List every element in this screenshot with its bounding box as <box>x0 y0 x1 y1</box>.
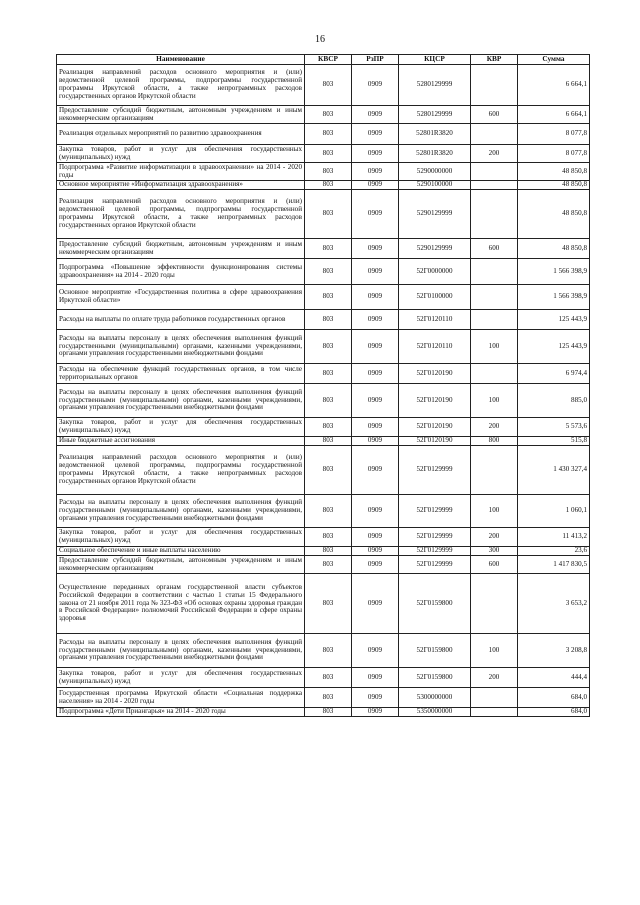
cell-name: Государственная программа Иркутской области «Социальная поддержка населения» на 2014 - 2020 годы <box>57 688 305 708</box>
cell-sum: 6 974,4 <box>518 364 590 384</box>
cell-sum: 6 664,1 <box>518 65 590 106</box>
cell-rzpr: 0909 <box>352 574 399 634</box>
table-row <box>57 446 590 495</box>
cell-kvsr: 803 <box>305 668 352 688</box>
cell-kvr <box>471 310 518 330</box>
header-kcsr: КЦСР <box>399 55 471 65</box>
cell-rzpr: 0909 <box>352 495 399 528</box>
header-name: Наименование <box>57 55 305 65</box>
cell-kvr: 800 <box>471 437 518 446</box>
cell-kcsr: 5280129999 <box>399 65 471 106</box>
cell-kvsr: 803 <box>305 384 352 418</box>
table-row <box>57 547 590 556</box>
header-sum: Сумма <box>518 55 590 65</box>
cell-kcsr: 52Г0129999 <box>399 556 471 574</box>
cell-name: Расходы на выплаты персоналу в целях обеспечения выполнения функций государственными (муниципальными) органами, казенными учреждениями, органами управления государственными внебюджетными фондами <box>57 330 305 364</box>
cell-rzpr: 0909 <box>352 239 399 259</box>
cell-kcsr: 5290100000 <box>399 181 471 190</box>
cell-name: Закупка товаров, работ и услуг для обеспечения государственных (муниципальных) нужд <box>57 668 305 688</box>
cell-sum: 48 850,8 <box>518 239 590 259</box>
cell-name: Расходы на обеспечение функций государственных органов, в том числе территориальных органов <box>57 364 305 384</box>
cell-kvsr: 803 <box>305 418 352 437</box>
cell-kvr <box>471 163 518 181</box>
cell-name: Закупка товаров, работ и услуг для обеспечения государственных (муниципальных) нужд <box>57 418 305 437</box>
table-row <box>57 556 590 574</box>
cell-kvsr: 803 <box>305 285 352 310</box>
cell-sum: 684,0 <box>518 708 590 717</box>
cell-rzpr: 0909 <box>352 708 399 717</box>
cell-sum: 125 443,9 <box>518 330 590 364</box>
cell-kvr <box>471 124 518 145</box>
cell-kvsr: 803 <box>305 330 352 364</box>
table-row <box>57 418 590 437</box>
cell-kvsr: 803 <box>305 528 352 547</box>
cell-sum: 515,8 <box>518 437 590 446</box>
cell-rzpr: 0909 <box>352 106 399 124</box>
cell-kvsr: 803 <box>305 65 352 106</box>
cell-sum: 8 077,8 <box>518 124 590 145</box>
cell-kcsr: 52Г0129999 <box>399 547 471 556</box>
cell-name: Предоставление субсидий бюджетным, автономным учреждениям и иным некоммерческим организациям <box>57 239 305 259</box>
cell-kvsr: 803 <box>305 574 352 634</box>
cell-sum: 1 060,1 <box>518 495 590 528</box>
cell-sum: 1 566 398,9 <box>518 259 590 285</box>
cell-name: Расходы на выплаты по оплате труда работников государственных органов <box>57 310 305 330</box>
table-row <box>57 708 590 717</box>
cell-kvsr: 803 <box>305 364 352 384</box>
header-kvsr: КВСР <box>305 55 352 65</box>
table-row <box>57 163 590 181</box>
cell-kvr <box>471 708 518 717</box>
cell-name: Предоставление субсидий бюджетным, автономным учреждениям и иным некоммерческим организациям <box>57 106 305 124</box>
cell-kcsr: 5290129999 <box>399 190 471 239</box>
cell-kvr <box>471 285 518 310</box>
cell-kvr <box>471 259 518 285</box>
cell-kvr: 600 <box>471 556 518 574</box>
cell-sum: 3 653,2 <box>518 574 590 634</box>
cell-kcsr: 52Г0120190 <box>399 437 471 446</box>
cell-sum: 48 850,8 <box>518 163 590 181</box>
cell-kcsr: 52Г0129999 <box>399 528 471 547</box>
cell-rzpr: 0909 <box>352 446 399 495</box>
table-row <box>57 145 590 163</box>
cell-name: Осуществление переданных органам государственной власти субъектов Российской Федерации в соответствии с частью 1 статьи 15 Федерального закона от 21 ноября 2011 года № 323-ФЗ «Об основах охраны здоровья граждан в Российской Федерации» полномочий Российской Федерации в сфере охраны здоровья <box>57 574 305 634</box>
cell-rzpr: 0909 <box>352 418 399 437</box>
table-row <box>57 124 590 145</box>
cell-rzpr: 0909 <box>352 556 399 574</box>
table-row <box>57 688 590 708</box>
cell-kvr <box>471 574 518 634</box>
cell-name: Подпрограмма «Дети Приангарья» на 2014 - 2020 годы <box>57 708 305 717</box>
table-row <box>57 364 590 384</box>
cell-kcsr: 52Г0120110 <box>399 310 471 330</box>
budget-table <box>56 54 590 717</box>
cell-kvr: 100 <box>471 634 518 668</box>
table-row <box>57 310 590 330</box>
cell-kcsr: 52Г0120190 <box>399 364 471 384</box>
table-row <box>57 285 590 310</box>
table-row <box>57 106 590 124</box>
cell-kvsr: 803 <box>305 556 352 574</box>
cell-rzpr: 0909 <box>352 285 399 310</box>
cell-kvsr: 803 <box>305 547 352 556</box>
header-rzpr: РзПР <box>352 55 399 65</box>
table-row <box>57 259 590 285</box>
cell-rzpr: 0909 <box>352 364 399 384</box>
cell-rzpr: 0909 <box>352 547 399 556</box>
cell-rzpr: 0909 <box>352 668 399 688</box>
cell-kvsr: 803 <box>305 124 352 145</box>
cell-rzpr: 0909 <box>352 384 399 418</box>
cell-sum: 3 208,8 <box>518 634 590 668</box>
cell-name: Реализация направлений расходов основного мероприятия и (или) ведомственной целевой программы, подпрограммы государственной программы Иркутской области, а также непрограммных расходов государственных органов Иркутской области <box>57 65 305 106</box>
cell-rzpr: 0909 <box>352 259 399 285</box>
cell-kcsr: 52Г0159800 <box>399 574 471 634</box>
cell-rzpr: 0909 <box>352 528 399 547</box>
table-row <box>57 668 590 688</box>
table-row <box>57 634 590 668</box>
table-row <box>57 190 590 239</box>
cell-sum: 1 430 327,4 <box>518 446 590 495</box>
cell-name: Подпрограмма «Повышение эффективности функционирования системы здравоохранения» на 2014 - 2020 годы <box>57 259 305 285</box>
table-row <box>57 239 590 259</box>
cell-kvr <box>471 688 518 708</box>
cell-kvr <box>471 65 518 106</box>
cell-kvr <box>471 181 518 190</box>
cell-kvr: 100 <box>471 384 518 418</box>
cell-kcsr: 52Г0129999 <box>399 446 471 495</box>
cell-name: Социальное обеспечение и иные выплаты населению <box>57 547 305 556</box>
cell-kvsr: 803 <box>305 106 352 124</box>
cell-name: Реализация направлений расходов основного мероприятия и (или) ведомственной целевой программы, подпрограммы государственной программы Иркутской области, а также непрограммных расходов государственных органов Иркутской области <box>57 446 305 495</box>
cell-sum: 8 077,8 <box>518 145 590 163</box>
cell-kvr <box>471 364 518 384</box>
cell-name: Основное мероприятие «Информатизация здравоохранения» <box>57 181 305 190</box>
cell-kcsr: 5290129999 <box>399 239 471 259</box>
table-row <box>57 528 590 547</box>
cell-kcsr: 5300000000 <box>399 688 471 708</box>
cell-kcsr: 52Г0129999 <box>399 495 471 528</box>
cell-name: Основное мероприятие «Государственная политика в сфере здравоохранения Иркутской области» <box>57 285 305 310</box>
cell-name: Расходы на выплаты персоналу в целях обеспечения выполнения функций государственными (муниципальными) органами, казенными учреждениями, органами управления государственными внебюджетными фондами <box>57 634 305 668</box>
cell-kvr: 600 <box>471 106 518 124</box>
cell-kcsr: 52801R3820 <box>399 124 471 145</box>
cell-sum: 48 850,8 <box>518 181 590 190</box>
table-row <box>57 181 590 190</box>
cell-kcsr: 52Г0120190 <box>399 418 471 437</box>
cell-kvr: 100 <box>471 330 518 364</box>
cell-kcsr: 5280129999 <box>399 106 471 124</box>
cell-sum: 125 443,9 <box>518 310 590 330</box>
cell-sum: 23,6 <box>518 547 590 556</box>
cell-kvsr: 803 <box>305 145 352 163</box>
table-body <box>57 65 590 717</box>
cell-sum: 885,0 <box>518 384 590 418</box>
cell-kvsr: 803 <box>305 688 352 708</box>
cell-rzpr: 0909 <box>352 124 399 145</box>
cell-kvr: 600 <box>471 239 518 259</box>
cell-kvr: 100 <box>471 495 518 528</box>
cell-kcsr: 52801R3820 <box>399 145 471 163</box>
cell-kvsr: 803 <box>305 163 352 181</box>
cell-name: Закупка товаров, работ и услуг для обеспечения государственных (муниципальных) нужд <box>57 145 305 163</box>
cell-name: Реализация направлений расходов основного мероприятия и (или) ведомственной целевой программы, подпрограммы государственной программы Иркутской области, а также непрограммных расходов государственных органов Иркутской области <box>57 190 305 239</box>
cell-sum: 684,0 <box>518 688 590 708</box>
cell-kvr <box>471 190 518 239</box>
cell-sum: 48 850,8 <box>518 190 590 239</box>
cell-rzpr: 0909 <box>352 310 399 330</box>
cell-kvsr: 803 <box>305 181 352 190</box>
cell-kvr: 200 <box>471 418 518 437</box>
cell-kvsr: 803 <box>305 708 352 717</box>
cell-name: Расходы на выплаты персоналу в целях обеспечения выполнения функций государственными (муниципальными) органами, казенными учреждениями, органами управления государственными внебюджетными фондами <box>57 384 305 418</box>
cell-kcsr: 52Г0120110 <box>399 330 471 364</box>
cell-name: Реализация отдельных мероприятий по развитию здравоохранения <box>57 124 305 145</box>
cell-kcsr: 52Г0159800 <box>399 668 471 688</box>
cell-sum: 5 573,6 <box>518 418 590 437</box>
cell-rzpr: 0909 <box>352 330 399 364</box>
cell-kvr: 200 <box>471 668 518 688</box>
cell-kcsr: 52Г0120190 <box>399 384 471 418</box>
cell-kcsr: 5350000000 <box>399 708 471 717</box>
table-header-row <box>57 55 590 65</box>
cell-name: Иные бюджетные ассигнования <box>57 437 305 446</box>
cell-kvsr: 803 <box>305 239 352 259</box>
cell-rzpr: 0909 <box>352 181 399 190</box>
cell-kcsr: 52Г0100000 <box>399 285 471 310</box>
table-row <box>57 384 590 418</box>
table-row <box>57 495 590 528</box>
cell-kvsr: 803 <box>305 446 352 495</box>
page-number: 16 <box>315 34 325 45</box>
cell-rzpr: 0909 <box>352 437 399 446</box>
cell-sum: 444,4 <box>518 668 590 688</box>
cell-sum: 6 664,1 <box>518 106 590 124</box>
cell-rzpr: 0909 <box>352 688 399 708</box>
cell-kvr: 300 <box>471 547 518 556</box>
cell-kvr: 200 <box>471 145 518 163</box>
cell-kvsr: 803 <box>305 310 352 330</box>
cell-kvr: 200 <box>471 528 518 547</box>
cell-kcsr: 52Г0159800 <box>399 634 471 668</box>
cell-name: Закупка товаров, работ и услуг для обеспечения государственных (муниципальных) нужд <box>57 528 305 547</box>
cell-kvsr: 803 <box>305 259 352 285</box>
cell-rzpr: 0909 <box>352 65 399 106</box>
table-row <box>57 574 590 634</box>
cell-kcsr: 52Г0000000 <box>399 259 471 285</box>
table-row <box>57 65 590 106</box>
cell-kvsr: 803 <box>305 437 352 446</box>
cell-name: Подпрограмма «Развитие информатизации в здравоохранении» на 2014 - 2020 годы <box>57 163 305 181</box>
cell-kvsr: 803 <box>305 190 352 239</box>
header-kvr: КВР <box>471 55 518 65</box>
cell-rzpr: 0909 <box>352 145 399 163</box>
table-row <box>57 330 590 364</box>
cell-kvsr: 803 <box>305 495 352 528</box>
table-row <box>57 437 590 446</box>
cell-kcsr: 5290000000 <box>399 163 471 181</box>
cell-kvsr: 803 <box>305 634 352 668</box>
cell-rzpr: 0909 <box>352 634 399 668</box>
cell-kvr <box>471 446 518 495</box>
cell-sum: 1 566 398,9 <box>518 285 590 310</box>
cell-name: Расходы на выплаты персоналу в целях обеспечения выполнения функций государственными (муниципальными) органами, казенными учреждениями, органами управления государственными внебюджетными фондами <box>57 495 305 528</box>
cell-name: Предоставление субсидий бюджетным, автономным учреждениям и иным некоммерческим организациям <box>57 556 305 574</box>
cell-sum: 11 413,2 <box>518 528 590 547</box>
cell-rzpr: 0909 <box>352 163 399 181</box>
cell-sum: 1 417 830,5 <box>518 556 590 574</box>
cell-rzpr: 0909 <box>352 190 399 239</box>
